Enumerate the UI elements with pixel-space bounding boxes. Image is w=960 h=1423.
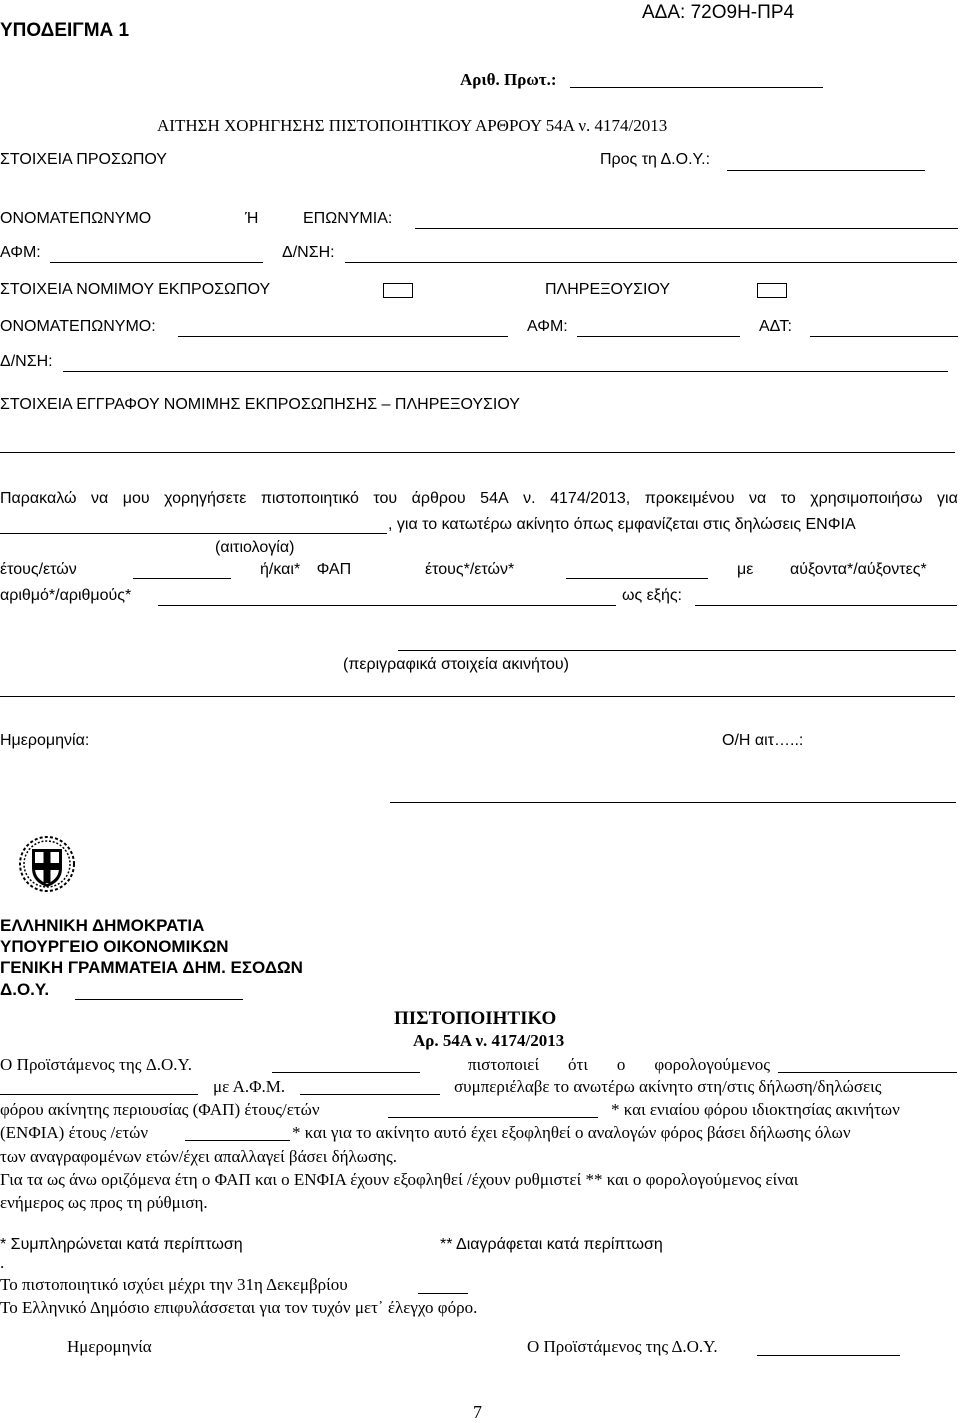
years-label: έτους/ετών: [0, 561, 77, 578]
taxpayer-name-field[interactable]: [778, 1072, 957, 1073]
cert-line-6: Για τα ως άνω οριζόμενα έτη ο ΦΑΠ και ο ΕΝΦΙΑ έχουν εξοφληθεί /έχουν ρυθμιστεί ** και ο φορολογούμενος είναι: [0, 1170, 799, 1189]
rep-name-field[interactable]: [178, 336, 508, 337]
request-line-2: , για το κατωτέρω ακίνητο όπως εμφανίζεται στις δηλώσεις ΕΝΦΙΑ: [388, 516, 856, 533]
taxpayer-name-field-2[interactable]: [0, 1094, 198, 1095]
rep-afm-label: ΑΦΜ:: [527, 318, 568, 335]
cert-line-5: των αναγραφομένων ετών/έχει απαλλαγεί βάσει δήλωσης.: [0, 1147, 397, 1166]
head-of-tax-office-label: Ο Προϊστάμενος της Δ.Ο.Υ.: [527, 1337, 718, 1356]
application-title: ΑΙΤΗΣΗ ΧΟΡΗΓΗΣΗΣ ΠΙΣΤΟΠΟΙΗΤΙΚΟΥ ΑΡΘΡΟΥ 54Α ν. 4174/2013: [157, 116, 668, 135]
fap-years-field[interactable]: [566, 578, 708, 579]
taxpayer-afm-field[interactable]: [300, 1094, 440, 1095]
org-line-4-tax-office: Δ.Ο.Υ.: [0, 980, 50, 999]
cert-line-2a: με Α.Φ.Μ.: [213, 1077, 286, 1096]
numbers-field[interactable]: [158, 605, 616, 606]
validity-text: Το πιστοποιητικό ισχύει μέχρι την 31η Δεκεμβρίου: [0, 1275, 348, 1294]
protocol-number-field[interactable]: [570, 87, 823, 88]
representation-document-field[interactable]: [0, 452, 955, 453]
afm-label: ΑΦΜ:: [0, 244, 41, 261]
cert-line-2b: συμπεριέλαβε το ανωτέρω ακίνητο στη/στις δήλωση/δηλώσεις: [454, 1077, 882, 1096]
dot-mark: .: [0, 1253, 5, 1272]
rep-address-label: Δ/ΝΣΗ:: [0, 353, 53, 370]
with-label: με: [737, 561, 754, 578]
certificate-date-label: Ημερομηνία: [67, 1337, 152, 1356]
cert-line-7: ενήμερος ως προς τη ρύθμιση.: [0, 1193, 208, 1212]
greek-coat-of-arms-icon: [17, 834, 77, 894]
and-or-fap-label: ή/και* ΦΑΠ: [260, 561, 352, 578]
enfia-years-cert-field[interactable]: [185, 1140, 290, 1141]
as-follows-field[interactable]: [695, 605, 957, 606]
rep-name-label: ΟΝΟΜΑΤΕΠΩΝΥΜΟ:: [0, 318, 156, 335]
property-description-caption: (περιγραφικά στοιχεία ακινήτου): [343, 656, 569, 673]
rep-afm-field[interactable]: [577, 336, 740, 337]
as-follows-label: ως εξής:: [622, 587, 682, 604]
legal-representative-label: ΣΤΟΙΧΕΙΑ ΝΟΜΙΜΟΥ ΕΚΠΡΟΣΩΠΟΥ: [0, 281, 271, 298]
cert-line-4a: (ΕΝΦΙΑ) έτους /ετών: [0, 1123, 149, 1142]
serial-numbers-label: αύξοντα*/αύξοντες*: [790, 561, 927, 578]
section-divider: [390, 802, 956, 803]
certificate-article: Αρ. 54Α ν. 4174/2013: [413, 1031, 565, 1050]
template-label: ΥΠΟΔΕΙΓΜΑ 1: [0, 20, 130, 41]
rep-adt-label: ΑΔΤ:: [759, 318, 792, 335]
page-number: 7: [473, 1402, 482, 1422]
reservation-text: Το Ελληνικό Δημόσιο επιφυλάσσεται για τον τυχόν μετ᾽ έλεγχο φόρο.: [0, 1298, 478, 1317]
name-label: ΟΝΟΜΑΤΕΠΩΝΥΜΟ: [0, 210, 152, 227]
legal-representative-checkbox[interactable]: [383, 283, 413, 298]
cert-line-3a: φόρου ακίνητης περιουσίας (ΦΑΠ) έτους/ετών: [0, 1100, 320, 1119]
or-label: Ή: [245, 210, 259, 227]
org-line-2: ΥΠΟΥΡΓΕΙΟ ΟΙΚΟΝΟΜΙΚΩΝ: [0, 937, 229, 956]
ada-code: ΑΔΑ: 72Ο9Η-ΠΡ4: [642, 2, 795, 23]
request-line-1: Παρακαλώ να μου χορηγήσετε πιστοποιητικό του άρθρου 54Α ν. 4174/2013, προκειμένου να το χρησιμοποιήσω για: [0, 490, 958, 507]
address-field[interactable]: [345, 262, 957, 263]
protocol-label: Αριθ. Πρωτ.:: [460, 70, 557, 89]
afm-field[interactable]: [50, 262, 263, 263]
company-name-label: ΕΠΩΝΥΜΙΑ:: [303, 210, 393, 227]
purpose-field[interactable]: [0, 533, 387, 534]
certificate-title: ΠΙΣΤΟΠΟΙΗΤΙΚΟ: [394, 1008, 557, 1029]
reason-caption: (αιτιολογία): [215, 539, 295, 556]
note-fill-in: * Συμπληρώνεται κατά περίπτωση: [0, 1236, 243, 1253]
proxy-label: ΠΛΗΡΕΞΟΥΣΙΟΥ: [545, 281, 671, 298]
property-description-field-1[interactable]: [398, 650, 956, 651]
applicant-signature-label: Ο/Η αιτ…..:: [722, 732, 804, 749]
cert-line-3b: * και ενιαίου φόρου ιδιοκτησίας ακινήτων: [611, 1100, 900, 1119]
note-delete: ** Διαγράφεται κατά περίπτωση: [440, 1236, 663, 1253]
rep-adt-field[interactable]: [810, 336, 958, 337]
org-line-3: ΓΕΝΙΚΗ ΓΡΑΜΜΑΤΕΙΑ ΔΗΜ. ΕΣΟΔΩΝ: [0, 958, 303, 977]
personal-details-heading: ΣΤΟΙΧΕΙΑ ΠΡΟΣΩΠΟΥ: [0, 151, 167, 168]
enfia-years-field[interactable]: [133, 578, 231, 579]
proxy-checkbox[interactable]: [757, 283, 787, 298]
address-label: Δ/ΝΣΗ:: [282, 244, 335, 261]
to-tax-office-label: Προς τη Δ.Ο.Υ.:: [600, 151, 711, 168]
certificate-tax-office-field[interactable]: [75, 999, 243, 1000]
numbers-label: αριθμό*/αριθμούς*: [0, 587, 132, 604]
tax-office-field[interactable]: [727, 170, 925, 171]
fap-years-cert-field[interactable]: [388, 1117, 598, 1118]
cert-line-4b: * και για το ακίνητο αυτό έχει εξοφληθεί ο αναλογών φόρος βάσει δήλωσης όλων: [292, 1123, 851, 1142]
fap-years-label: έτους*/ετών*: [425, 561, 515, 578]
property-description-field-2[interactable]: [0, 696, 955, 697]
cert-line-1b: πιστοποιεί ότι ο φορολογούμενος: [468, 1055, 770, 1074]
name-field[interactable]: [415, 228, 958, 229]
org-line-1: ΕΛΛΗΝΙΚΗ ΔΗΜΟΚΡΑΤΙΑ: [0, 916, 205, 935]
validity-year-field[interactable]: [418, 1293, 468, 1294]
cert-line-1a: Ο Προϊστάμενος της Δ.Ο.Υ.: [0, 1055, 192, 1074]
head-signature-field[interactable]: [757, 1355, 900, 1356]
representation-document-heading: ΣΤΟΙΧΕΙΑ ΕΓΓΡΑΦΟΥ ΝΟΜΙΜΗΣ ΕΚΠΡΟΣΩΠΗΣΗΣ – ΠΛΗΡΕΞΟΥΣΙΟΥ: [0, 396, 520, 413]
rep-address-field[interactable]: [63, 371, 948, 372]
application-date-label: Ημερομηνία:: [0, 732, 90, 749]
cert-tax-office-field[interactable]: [272, 1072, 420, 1073]
